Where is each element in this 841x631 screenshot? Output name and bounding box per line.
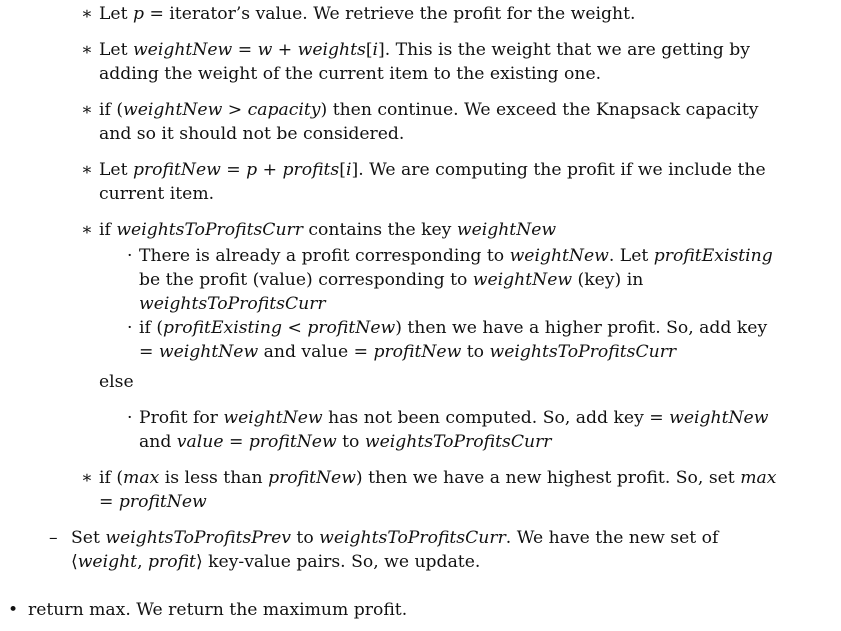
math-term: weightsToProfitsPrev: [105, 528, 291, 548]
item-text: [99, 2, 777, 26]
text-run: = iterator’s value. We retrieve the profit for the weight.: [143, 4, 636, 24]
list-item: [77, 218, 777, 242]
text-run: [: [365, 40, 373, 60]
text-run: ) then we have a higher profit. So, add key =: [139, 318, 768, 362]
text-run: if (: [139, 318, 164, 338]
math-term: value: [176, 432, 224, 452]
math-term: profitNew: [248, 432, 337, 452]
text-run: [: [339, 160, 346, 180]
list-item: [8, 598, 768, 622]
text-run: ) then we have a new highest profit. So, set: [355, 468, 741, 488]
text-run: >: [222, 100, 248, 120]
math-term: weightNew: [472, 270, 573, 290]
text-run: =: [232, 40, 258, 60]
math-term: weightNew: [509, 246, 609, 266]
list-item: [77, 98, 777, 146]
item-text: [99, 370, 134, 394]
text-run: (key) in: [572, 270, 644, 290]
math-term: p: [132, 4, 144, 24]
star-marker: ∗: [81, 468, 93, 488]
math-term: weightsToProfitsCurr: [319, 528, 506, 548]
text-run: contains the key: [302, 220, 457, 240]
math-term: weightsToProfitsCurr: [489, 342, 677, 362]
math-term: weightsToProfitsCurr: [139, 294, 326, 314]
item-text: [99, 466, 777, 514]
list-item: [117, 316, 777, 364]
dash-marker: –: [49, 528, 58, 548]
text-run: if (: [99, 100, 124, 120]
math-term: profits: [282, 160, 340, 180]
list-item: [77, 158, 777, 206]
text-run: ]. We are computing the profit if we include the current item.: [99, 160, 766, 204]
math-term: profit: [148, 552, 196, 572]
text-run: <: [282, 318, 308, 338]
item-text: [139, 244, 777, 316]
text-run: Let: [99, 160, 133, 180]
text-run: if: [99, 220, 117, 240]
math-term: weightNew: [223, 408, 323, 428]
text-run: Let: [99, 4, 133, 24]
text-run: and: [139, 432, 177, 452]
text-run: +: [257, 160, 283, 180]
text-run: ,: [137, 552, 149, 572]
text-run: =: [220, 160, 247, 180]
text-run: =: [99, 492, 119, 512]
item-text: [28, 598, 768, 622]
dot-marker: ·: [127, 246, 133, 266]
text-run: Let: [99, 40, 133, 60]
math-term: weights: [297, 40, 366, 60]
text-run: if (: [99, 468, 124, 488]
list-item: [77, 38, 777, 86]
math-term: max: [740, 468, 777, 488]
dot-marker: ·: [127, 408, 133, 428]
star-marker: ∗: [81, 220, 93, 240]
math-term: profitNew: [118, 492, 207, 512]
text-run: is less than: [159, 468, 269, 488]
text-run: . We have the new set of ⟨: [71, 528, 719, 572]
text-run: to: [290, 528, 320, 548]
math-term: profitNew: [268, 468, 356, 488]
item-text: [99, 158, 777, 206]
text-run: has not been computed. So, add key =: [322, 408, 670, 428]
text-run: There is already a profit corresponding to: [139, 246, 510, 266]
math-term: weightsToProfitsCurr: [364, 432, 552, 452]
text-run: =: [223, 432, 249, 452]
text-run: return max. We return the maximum profit.: [28, 600, 408, 620]
list-item: [117, 244, 777, 316]
text-run: to: [336, 432, 365, 452]
star-marker: ∗: [81, 40, 93, 60]
item-text: [139, 406, 777, 454]
math-term: i: [372, 40, 379, 60]
star-marker: ∗: [81, 4, 93, 24]
math-term: w: [257, 40, 273, 60]
text-run: and value =: [258, 342, 374, 362]
list-item: [77, 2, 777, 26]
text-run: +: [272, 40, 298, 60]
text-run: ⟩ key-value pairs. So, we update.: [195, 552, 481, 572]
text-run: ]. This is the weight that we are getting by adding the weight of the current item to the existing one.: [99, 40, 750, 84]
math-term: profitNew: [307, 318, 396, 338]
item-text: [71, 526, 777, 574]
math-term: max: [123, 468, 160, 488]
text-run: Set: [71, 528, 106, 548]
text-run: . Let: [608, 246, 654, 266]
list-item: [77, 466, 777, 514]
list-item: [49, 526, 777, 574]
item-text: [139, 316, 777, 364]
math-term: weight: [77, 552, 138, 572]
text-run: to: [461, 342, 490, 362]
star-marker: ∗: [81, 160, 93, 180]
math-term: weightNew: [123, 100, 223, 120]
math-term: weightsToProfitsCurr: [116, 220, 303, 240]
bullet-marker: •: [8, 600, 19, 620]
math-term: weightNew: [132, 40, 233, 60]
list-item: [117, 406, 777, 454]
item-text: [99, 98, 777, 146]
star-marker: ∗: [81, 100, 93, 120]
math-term: p: [246, 160, 258, 180]
text-run: else: [99, 372, 134, 392]
text-run: ) then continue. We exceed the Knapsack capacity and so it should not be considered.: [99, 100, 759, 144]
math-term: capacity: [247, 100, 321, 120]
dot-marker: ·: [127, 318, 133, 338]
math-term: weightNew: [669, 408, 769, 428]
math-term: profitExisting: [163, 318, 283, 338]
text-run: be the profit (value) corresponding to: [139, 270, 473, 290]
math-term: profitNew: [132, 160, 221, 180]
math-term: profitExisting: [653, 246, 773, 266]
math-term: weightNew: [158, 342, 259, 362]
math-term: i: [345, 160, 352, 180]
math-term: profitNew: [373, 342, 462, 362]
item-text: [99, 38, 777, 86]
item-text: [99, 218, 777, 242]
math-term: weightNew: [456, 220, 557, 240]
text-run: Profit for: [139, 408, 224, 428]
else-label: [99, 370, 134, 394]
